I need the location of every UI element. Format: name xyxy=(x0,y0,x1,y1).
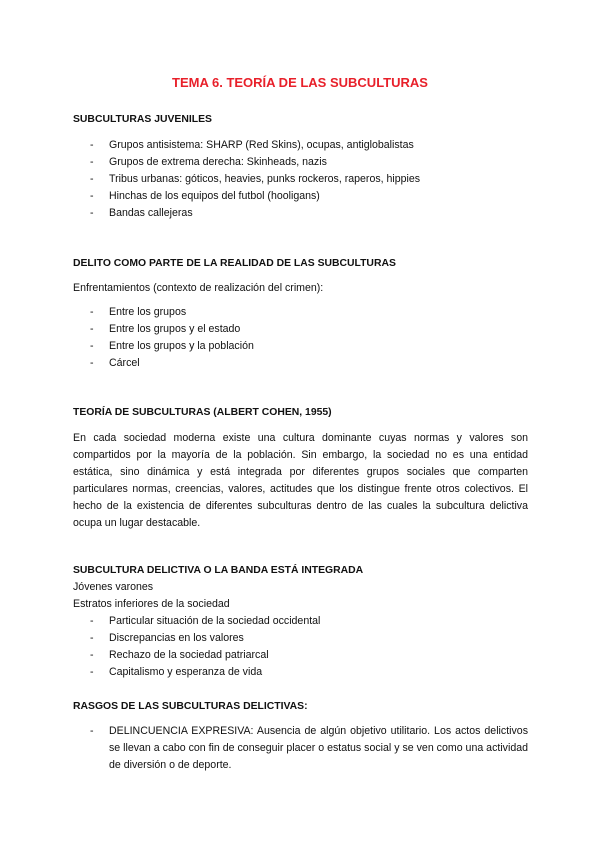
document-title: TEMA 6. TEORÍA DE LAS SUBCULTURAS xyxy=(172,75,428,90)
text-line: Estratos inferiores de la sociedad xyxy=(73,598,230,610)
list-item: - Entre los grupos y la población xyxy=(90,340,254,352)
section-heading: RASGOS DE LAS SUBCULTURAS DELICTIVAS: xyxy=(73,701,308,712)
section-heading: SUBCULTURA DELICTIVA O LA BANDA ESTÁ INTEGRADA xyxy=(73,565,364,576)
factors-list xyxy=(73,613,528,681)
list-item: - Entre los grupos y el estado xyxy=(90,323,241,335)
list-item: - Cárcel xyxy=(90,357,140,369)
list-item: - Grupos antisistema: SHARP (Red Skins), ocupas, antiglobalistas xyxy=(90,139,414,151)
body-paragraph: En cada sociedad moderna existe una cultura dominante cuyas normas y valores son compartidos por la mayoría de la población. Sin embargo, la sociedad no es una entidad estática, sino dinámica y está integrada por diferentes grupos sociales que comparten particulares normas, creencias, valores, actitudes que los distingue frente otros colectivos. El hecho de la existencia de diferentes subculturas dentro de las cuales la subcultura delictiva ocupa un lugar destacable. xyxy=(73,432,528,529)
section-heading: SUBCULTURAS JUVENILES xyxy=(73,114,212,125)
section-intro: Enfrentamientos (contexto de realización del crimen): xyxy=(73,282,324,294)
list-item: - Bandas callejeras xyxy=(90,207,193,219)
subculturas-list xyxy=(73,137,528,222)
section-heading: TEORÍA DE SUBCULTURAS (ALBERT COHEN, 1955) xyxy=(73,407,332,418)
list-item: - Grupos de extrema derecha: Skinheads, nazis xyxy=(90,156,327,168)
enfrentamientos-list xyxy=(73,304,528,372)
list-item: - Hinchas de los equipos del futbol (hooligans) xyxy=(90,190,320,202)
section-heading: DELITO COMO PARTE DE LA REALIDAD DE LAS SUBCULTURAS xyxy=(73,258,396,269)
list-item: - Rechazo de la sociedad patriarcal xyxy=(90,649,269,661)
text-line: Jóvenes varones xyxy=(73,581,154,593)
list-item: - Discrepancias en los valores xyxy=(90,632,244,644)
list-item: - Capitalismo y esperanza de vida xyxy=(90,666,263,678)
list-item: - DELINCUENCIA EXPRESIVA: Ausencia de algún objetivo utilitario. Los actos delictivos se llevan a cabo con fin de conseguir placer o estatus social y se ven como una actividad de diversión o de deporte. xyxy=(90,725,528,771)
list-item: - Tribus urbanas: góticos, heavies, punks rockeros, raperos, hippies xyxy=(90,173,421,185)
rasgos-list xyxy=(73,723,528,774)
list-item: - Particular situación de la sociedad occidental xyxy=(90,615,321,627)
list-item: - Entre los grupos xyxy=(90,306,187,318)
